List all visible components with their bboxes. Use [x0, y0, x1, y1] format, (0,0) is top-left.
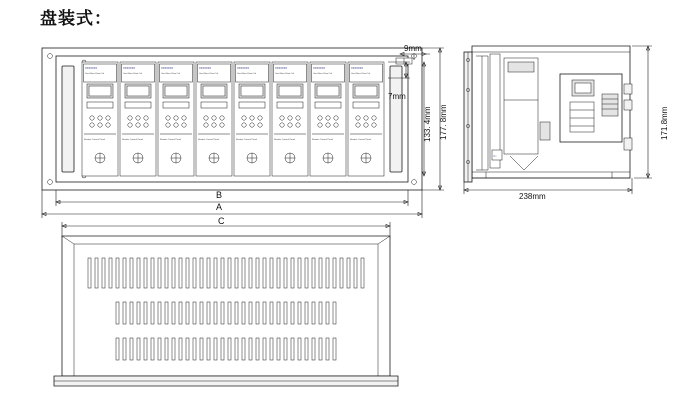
front-panel-view	[30, 40, 450, 220]
svg-text:Gas Mass Flow Ctrl: Gas Mass Flow Ctrl	[85, 73, 105, 75]
svg-text:Gas Mass Flow Ctrl: Gas Mass Flow Ctrl	[123, 73, 143, 75]
svg-text:Reader Control Panel: Reader Control Panel	[84, 139, 106, 141]
svg-text:Gas Mass Flow Ctrl: Gas Mass Flow Ctrl	[313, 73, 333, 75]
dim-height-133-label: 133. 4mm	[423, 106, 432, 142]
page-title: 盘装式：	[40, 9, 112, 28]
svg-text:Reader Control Panel: Reader Control Panel	[160, 139, 182, 141]
svg-text:Reader Control Panel: Reader Control Panel	[122, 139, 144, 141]
svg-text:XXXXXXX: XXXXXXX	[237, 67, 250, 70]
svg-text:□□: □□	[493, 155, 497, 158]
svg-text:Reader Control Panel: Reader Control Panel	[350, 139, 372, 141]
svg-text:Gas Mass Flow Ctrl: Gas Mass Flow Ctrl	[351, 73, 371, 75]
svg-text:XXXXXXX: XXXXXXX	[351, 67, 364, 70]
dim-height-171-label: 171.8mm	[660, 106, 669, 140]
svg-text:XXXXXXX: XXXXXXX	[313, 67, 326, 70]
svg-text:Reader Control Panel: Reader Control Panel	[274, 139, 296, 141]
svg-text:XXXXXXX: XXXXXXX	[85, 67, 98, 70]
svg-text:Gas Mass Flow Ctrl: Gas Mass Flow Ctrl	[237, 73, 257, 75]
svg-text:Gas Mass Flow Ctrl: Gas Mass Flow Ctrl	[161, 73, 181, 75]
svg-text:XXXXXXX: XXXXXXX	[199, 67, 212, 70]
dim-depth-9-label: 9mm	[404, 44, 422, 53]
dim-width-a-label: A	[216, 202, 223, 212]
svg-text:XXXXXXX: XXXXXXX	[123, 67, 136, 70]
side-section-view	[452, 38, 687, 203]
svg-text:Reader Control Panel: Reader Control Panel	[312, 139, 334, 141]
top-enclosure-view	[40, 216, 440, 406]
svg-text:Reader Control Panel: Reader Control Panel	[198, 139, 220, 141]
svg-text:Gas Mass Flow Ctrl: Gas Mass Flow Ctrl	[275, 73, 295, 75]
dim-width-b-label: B	[216, 190, 223, 200]
svg-text:Reader Control Panel: Reader Control Panel	[236, 139, 258, 141]
dim-width-c-label: C	[218, 216, 225, 226]
svg-text:XXXXXXX: XXXXXXX	[275, 67, 288, 70]
dim-depth-238-label: 238mm	[519, 192, 546, 201]
svg-text:Gas Mass Flow Ctrl: Gas Mass Flow Ctrl	[199, 73, 219, 75]
svg-text:XXXXXXX: XXXXXXX	[161, 67, 174, 70]
dim-height-7-label: 7mm	[388, 92, 406, 101]
dim-height-177-label: 177. 8mm	[439, 104, 448, 140]
